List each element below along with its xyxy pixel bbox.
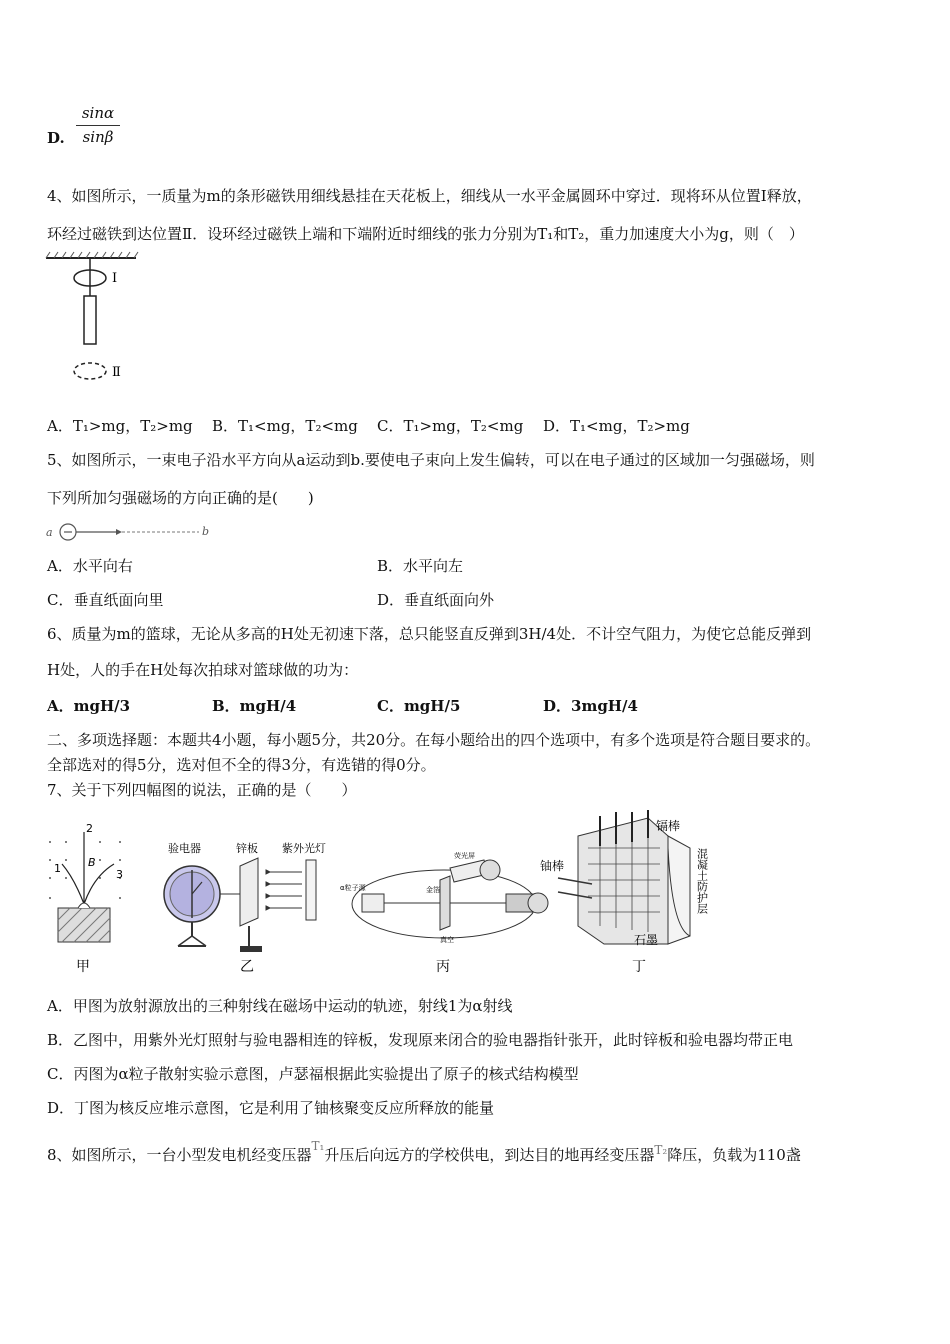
q7-jia-label-b: B bbox=[88, 856, 96, 869]
q7-caption-bing: 丙 bbox=[436, 959, 450, 975]
q7-bing-label-1: α粒子源 bbox=[340, 884, 366, 892]
section2-line2: 全部选对的得5分，选对但不全的得3分，有选错的得0分。 bbox=[47, 756, 436, 774]
q3-option-d-label: D. bbox=[47, 129, 65, 147]
q4-fig-label-1: Ⅰ bbox=[112, 271, 118, 286]
q4-option-d: D．T₁<mg，T₂>mg bbox=[543, 417, 690, 435]
q7-yi-label-1: 验电器 bbox=[168, 842, 201, 855]
q7-option-c: C．丙图为α粒子散射实验示意图，卢瑟福根据此实验提出了原子的核式结构模型 bbox=[47, 1065, 579, 1083]
q7-yi-label-3: 紫外光灯 bbox=[282, 842, 326, 855]
q5-electron-figure bbox=[44, 520, 219, 544]
q7-yi-label-2: 锌板 bbox=[236, 842, 258, 855]
q5-stem-line2: 下列所加匀强磁场的方向正确的是( ) bbox=[47, 489, 314, 507]
section2-line1: 二、多项选择题：本题共4小题，每小题5分，共20分。在每小题给出的四个选项中，有多个选项是符合题目要求的。 bbox=[47, 731, 821, 749]
q7-caption-jia: 甲 bbox=[76, 959, 90, 975]
q6-option-d: D．3mgH/4 bbox=[543, 697, 638, 715]
q6-option-a: A．mgH/3 bbox=[47, 697, 131, 715]
q5-stem-line1: 5、如图所示，一束电子沿水平方向从a运动到b.要使电子束向上发生偏转，可以在电子通过的区域加一匀强磁场，则 bbox=[47, 451, 815, 469]
q7-caption-yi: 乙 bbox=[240, 959, 254, 975]
q7-option-d: D．丁图为核反应堆示意图，它是利用了铀核聚变反应所释放的能量 bbox=[47, 1099, 495, 1117]
q8-t2-symbol: T₂ bbox=[654, 1143, 668, 1157]
q7-fig-yi bbox=[164, 841, 326, 975]
q5-option-d: D．垂直纸面向外 bbox=[377, 591, 495, 609]
q6-option-b: B．mgH/4 bbox=[212, 697, 297, 715]
q7-option-a: A．甲图为放射源放出的三种射线在磁场中运动的轨迹，射线1为α射线 bbox=[47, 997, 513, 1015]
q6-stem-line1: 6、质量为m的篮球，无论从多高的H处无初速下落，总只能竖直反弹到3H/4处．不计空气阻力，为使它总能反弹到 bbox=[47, 625, 812, 643]
q7-bing-label-3: 金箔 bbox=[426, 886, 440, 894]
q7-stem: 7、关于下列四幅图的说法，正确的是（ ） bbox=[47, 781, 357, 799]
q8-part1: 8、如图所示，一台小型发电机经变压器 bbox=[47, 1146, 312, 1164]
q4-option-b: B．T₁<mg，T₂<mg bbox=[212, 417, 358, 435]
q6-stem-line2: H处，人的手在H处每次拍球对篮球做的功为： bbox=[47, 661, 359, 679]
q5-fig-a: a bbox=[46, 526, 53, 539]
q3-option-d-denominator: sinβ bbox=[82, 128, 114, 146]
q4-fig-label-2: Ⅱ bbox=[112, 365, 121, 380]
q7-fig-ding bbox=[540, 810, 709, 975]
q7-jia-label-1: 1 bbox=[54, 862, 61, 875]
fraction-bar bbox=[76, 125, 120, 126]
q7-fig-jia bbox=[49, 822, 123, 975]
q5-option-b: B．水平向左 bbox=[377, 557, 464, 575]
q7-ding-label-4: 石墨 bbox=[634, 933, 659, 947]
q7-four-figures bbox=[44, 808, 709, 978]
q7-ding-label-1: 镉棒 bbox=[656, 819, 681, 833]
q8-stem bbox=[47, 1139, 801, 1166]
q7-option-b: B．乙图中，用紫外光灯照射与验电器相连的锌板，发现原来闭合的验电器指针张开，此时锌板和验电器均带正电 bbox=[47, 1031, 794, 1049]
q8-t1-symbol: T₁ bbox=[311, 1139, 325, 1153]
q8-part3: 降压，负载为110盏 bbox=[667, 1146, 801, 1164]
q7-jia-label-3: 3 bbox=[116, 868, 123, 881]
q5-option-a: A．水平向右 bbox=[47, 557, 133, 575]
q6-option-c: C．mgH/5 bbox=[377, 697, 461, 715]
q4-magnet-figure bbox=[44, 252, 144, 388]
q7-ding-label-3: 混凝土防护层 bbox=[695, 848, 709, 914]
q4-option-a: A．T₁>mg，T₂>mg bbox=[47, 417, 193, 435]
q4-stem-line1: 4、如图所示，一质量为m的条形磁铁用细线悬挂在天花板上，细线从一水平金属圆环中穿过．现将环从位置Ⅰ释放， bbox=[47, 187, 812, 205]
q5-option-c: C．垂直纸面向里 bbox=[47, 591, 164, 609]
q7-fig-bing bbox=[340, 851, 548, 975]
q8-part2: 升压后向远方的学校供电，到达目的地再经变压器 bbox=[324, 1146, 655, 1164]
q4-option-c: C．T₁>mg，T₂<mg bbox=[377, 417, 524, 435]
q7-caption-ding: 丁 bbox=[632, 959, 646, 975]
q7-jia-label-2: 2 bbox=[86, 822, 93, 835]
q7-bing-label-2: 荧光屏 bbox=[454, 852, 475, 860]
q4-stem-line2: 环经过磁铁到达位置Ⅱ．设环经过磁铁上端和下端附近时细线的张力分别为T₁和T₂，重力加速度大小为g，则（ ） bbox=[47, 225, 804, 243]
q7-bing-label-4: 真空 bbox=[440, 936, 454, 944]
q3-option-d-numerator: sinα bbox=[81, 104, 115, 122]
q5-fig-b: b bbox=[202, 525, 210, 538]
q7-ding-label-2: 铀棒 bbox=[540, 859, 565, 873]
